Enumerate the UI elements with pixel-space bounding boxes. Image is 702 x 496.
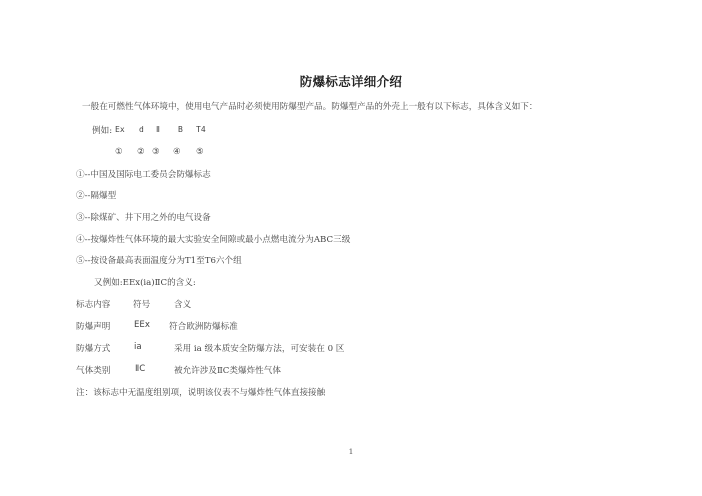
table-row-symbol: ia [134,342,142,352]
table-row-meaning: 符合欧洲防爆标准 [169,322,238,332]
table-row-label: 防爆方式 [76,344,111,354]
document-title: 防爆标志详细介绍 [299,74,403,89]
definition-item: ①--中国及国际电工委员会防爆标志 [76,170,211,180]
table-row-label: 气体类别 [76,366,111,376]
definition-item: ④--按爆炸性气体环境的最大实验安全间隙或最小点燃电流分为ABC三级 [76,235,351,245]
page-number: 1 [348,447,354,456]
marker-1: ① [115,147,123,157]
marker-2: ② [137,147,145,157]
example2-heading: 又例如:EEx(ia)ⅡC的含义: [94,278,196,288]
table-row-meaning: 采用 ia 级本质安全防爆方法，可安装在 0 区 [174,344,345,354]
marker-5: ⑤ [196,147,204,157]
intro-paragraph: 一般在可燃性气体环境中，使用电气产品时必须使用防爆型产品。防爆型产品的外壳上一般有以下标志，具体含义如下： [82,102,538,112]
definition-item: ②--隔爆型 [76,191,117,201]
note-text: 注：该标志中无温度组别项，说明该仪表不与爆炸性气体直接接触 [76,388,326,398]
example-part-class: B [178,125,183,134]
table-row-meaning: 被允许涉及ⅡC类爆炸性气体 [174,366,281,376]
marker-3: ③ [152,147,160,157]
table-header-symbol: 符号 [133,300,151,310]
example-part-temp: T4 [196,125,206,134]
table-header-meaning: 含义 [174,300,192,310]
marker-4: ④ [173,147,181,157]
table-row-symbol: EEx [134,320,150,330]
definition-item: ⑤--按设备最高表面温度分为T1至T6六个组 [76,256,242,266]
example-part-d: d [139,125,144,134]
table-header-label: 标志内容 [76,300,111,310]
table-row-label: 防爆声明 [76,322,111,332]
example-part-ex: Ex [115,125,125,134]
table-row-symbol: ⅡC [135,364,146,374]
definition-item: ③--除煤矿、井下用之外的电气设备 [76,213,211,223]
example-label: 例如: [92,126,113,136]
example-part-group: Ⅱ [156,125,160,134]
